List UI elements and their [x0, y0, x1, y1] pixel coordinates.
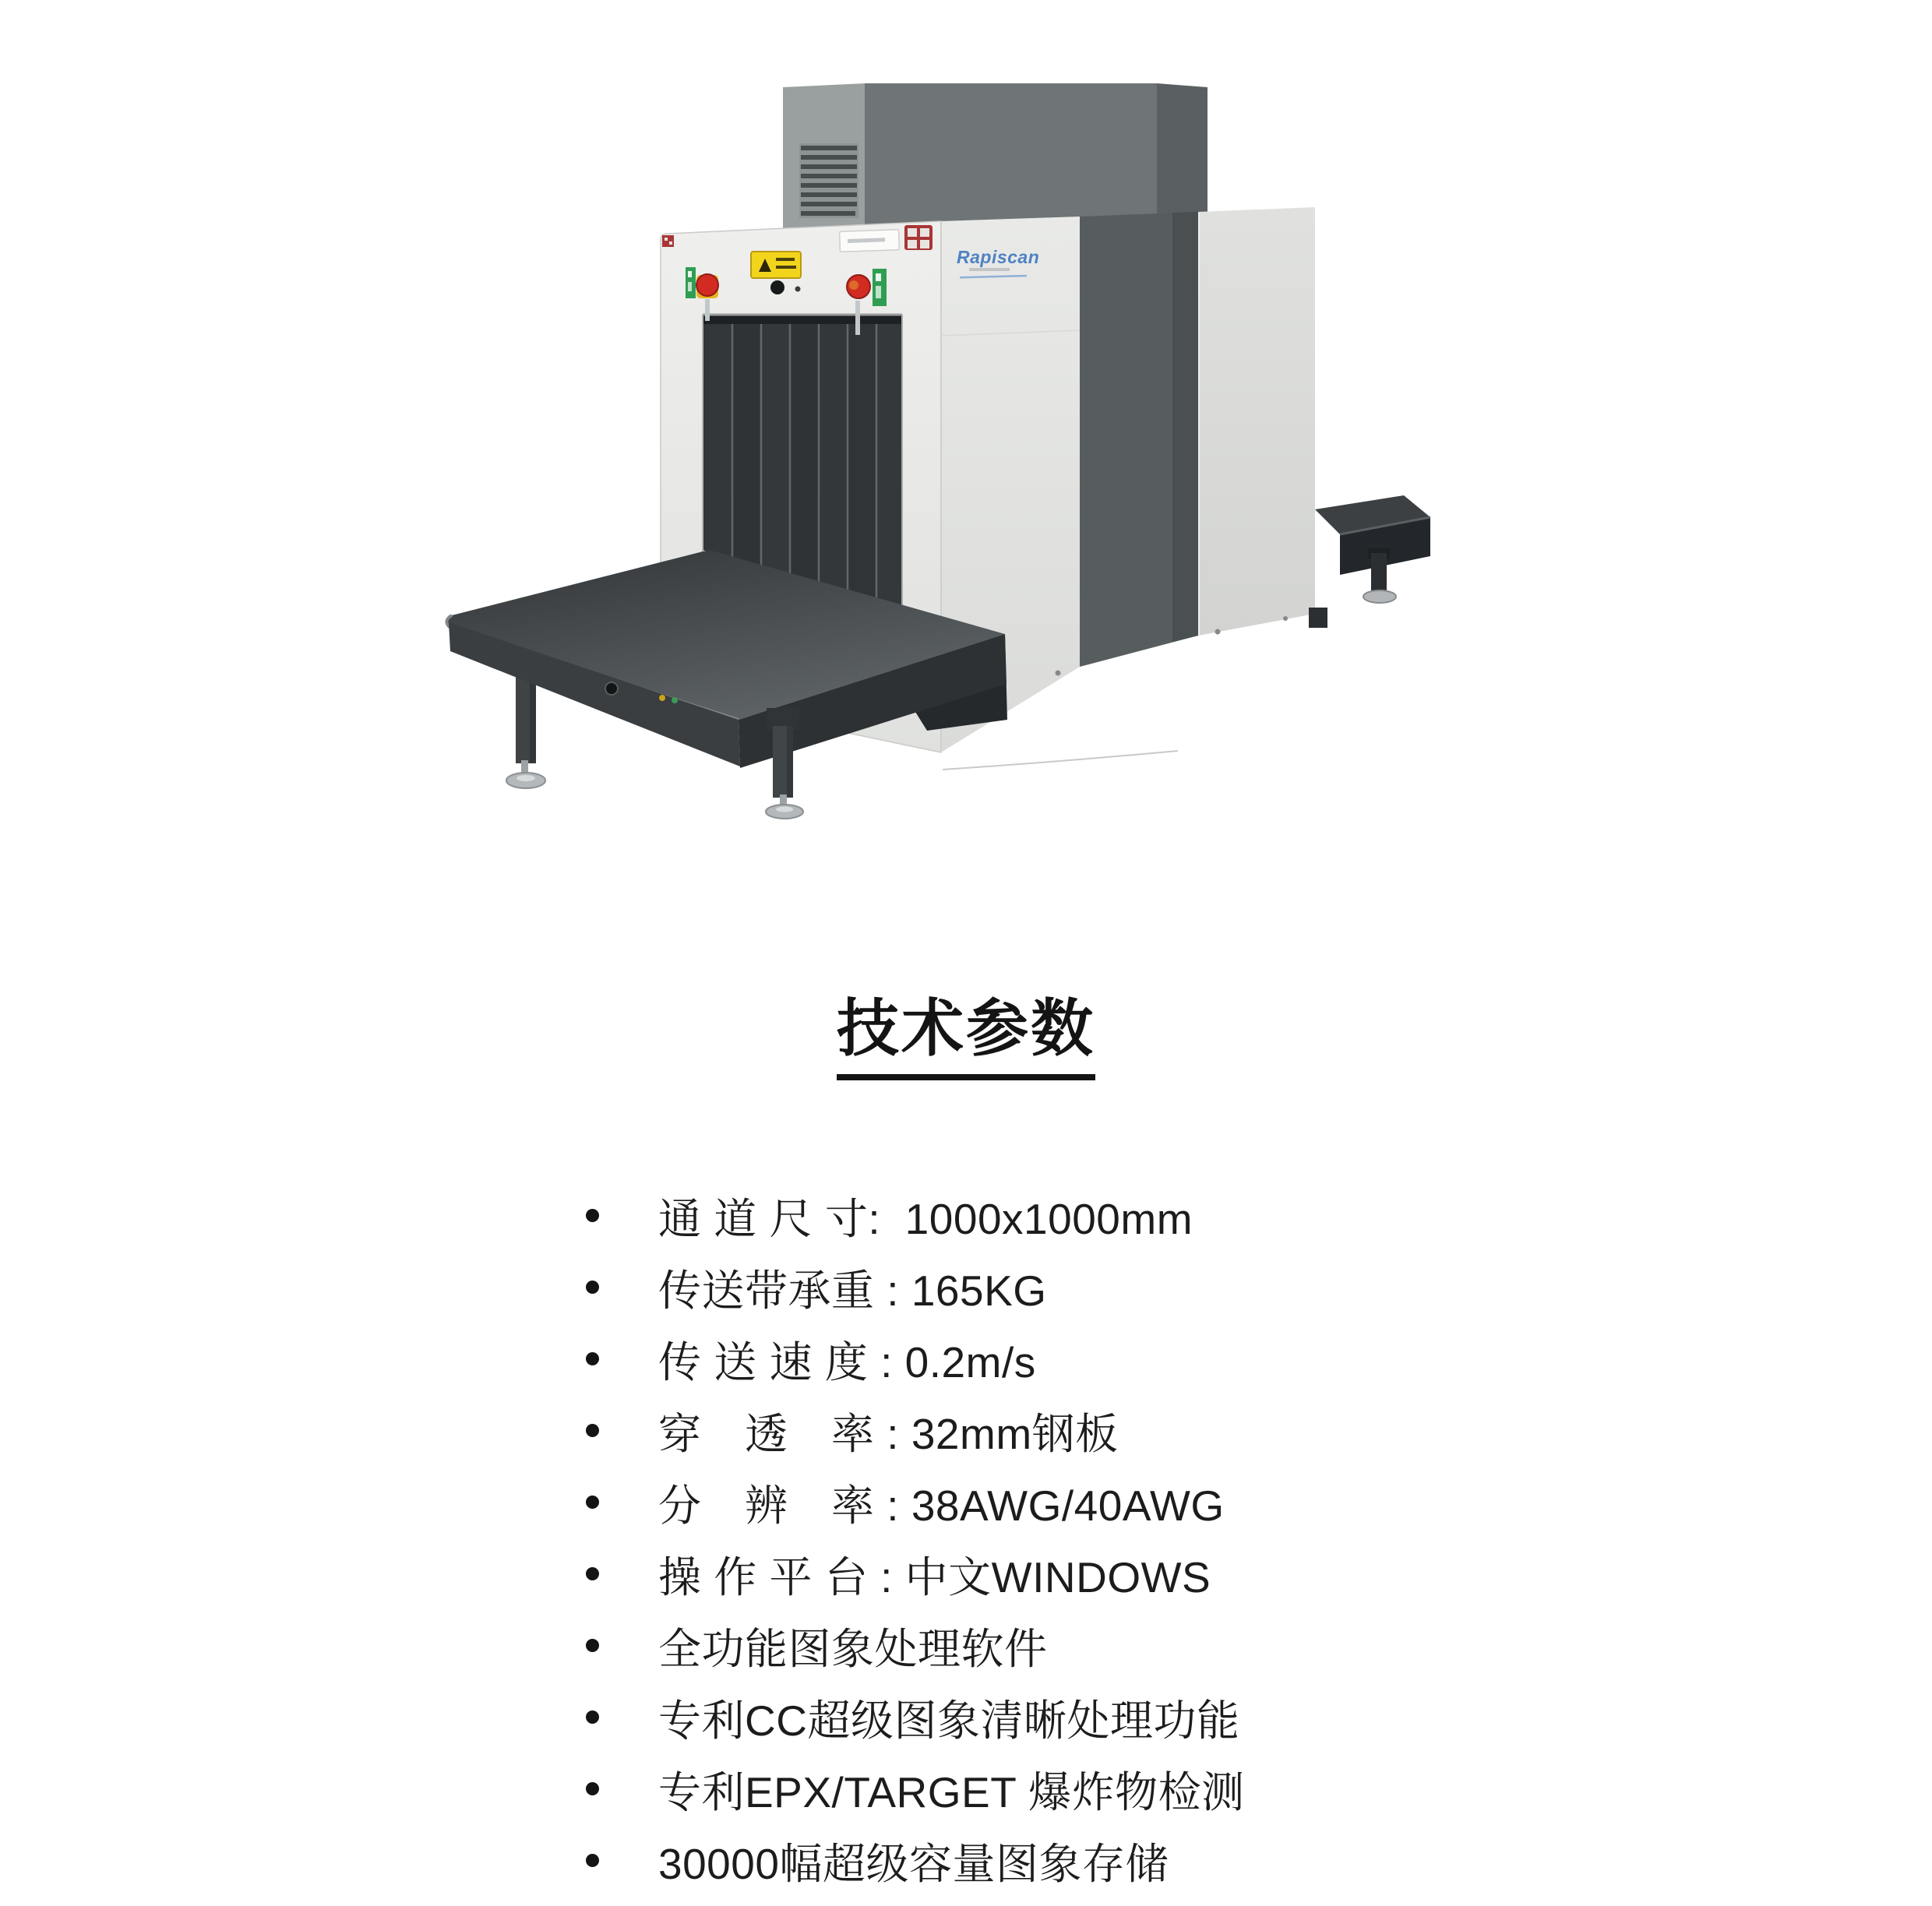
list-item — [586, 1179, 1443, 1251]
svg-text:Rapiscan: Rapiscan — [957, 247, 1040, 267]
list-item — [586, 1394, 1443, 1466]
bullet-icon — [586, 1639, 599, 1652]
table-leg-front — [766, 708, 803, 819]
product-image — [428, 51, 1441, 823]
key-switch — [770, 280, 784, 294]
spec-text: 操 作 平 台 : 中文WINDOWS — [658, 1552, 1211, 1601]
floor-shadow — [943, 751, 1178, 770]
red-grid-label — [904, 225, 933, 250]
corner-label — [662, 235, 674, 247]
bullet-icon — [586, 1209, 599, 1222]
bullet-icon — [586, 1496, 599, 1509]
spec-text: 通 道 尺 寸: 1000x1000mm — [658, 1194, 1193, 1243]
indicator-dot — [795, 287, 801, 292]
exit-conveyor — [1315, 495, 1430, 603]
bullet-icon — [586, 1424, 599, 1437]
list-item — [586, 1681, 1443, 1753]
spec-text: 分 辨 率 : 38AWG/40AWG — [658, 1481, 1225, 1530]
page-title — [0, 978, 1932, 1080]
bullet-icon — [586, 1854, 599, 1867]
bullet-icon — [586, 1567, 599, 1580]
spec-text: 30000幅超级容量图象存储 — [658, 1839, 1169, 1888]
warning-label — [751, 252, 801, 278]
list-item — [586, 1753, 1443, 1824]
spec-text: 传 送 速 度 : 0.2m/s — [658, 1337, 1036, 1386]
list-item — [586, 1251, 1443, 1323]
spec-list — [586, 1179, 1443, 1896]
spec-text: 专利EPX/TARGET 爆炸物检测 — [658, 1767, 1245, 1816]
list-item — [586, 1466, 1443, 1538]
spec-text: 全功能图象处理软件 — [658, 1624, 1048, 1673]
page-title-text: 技术参数 — [837, 978, 1095, 1080]
x-ray-scanner-illustration — [428, 51, 1441, 823]
exit-end-panel — [1198, 207, 1315, 636]
list-item — [586, 1824, 1443, 1896]
list-item — [586, 1609, 1443, 1681]
spec-text: 专利CC超级图象清晰处理功能 — [658, 1696, 1240, 1745]
model-label-plate — [840, 230, 900, 252]
list-item — [586, 1538, 1443, 1609]
bullet-icon — [586, 1710, 599, 1724]
bullet-icon — [586, 1782, 599, 1795]
bullet-icon — [586, 1352, 599, 1365]
spec-text: 传送带承重 : 165KG — [658, 1266, 1047, 1315]
list-item — [586, 1323, 1443, 1394]
vent-grille-icon — [799, 143, 858, 218]
machine-foot — [1309, 608, 1327, 628]
spec-text: 穿 透 率 : 32mm钢板 — [658, 1409, 1119, 1458]
bullet-icon — [586, 1281, 599, 1294]
